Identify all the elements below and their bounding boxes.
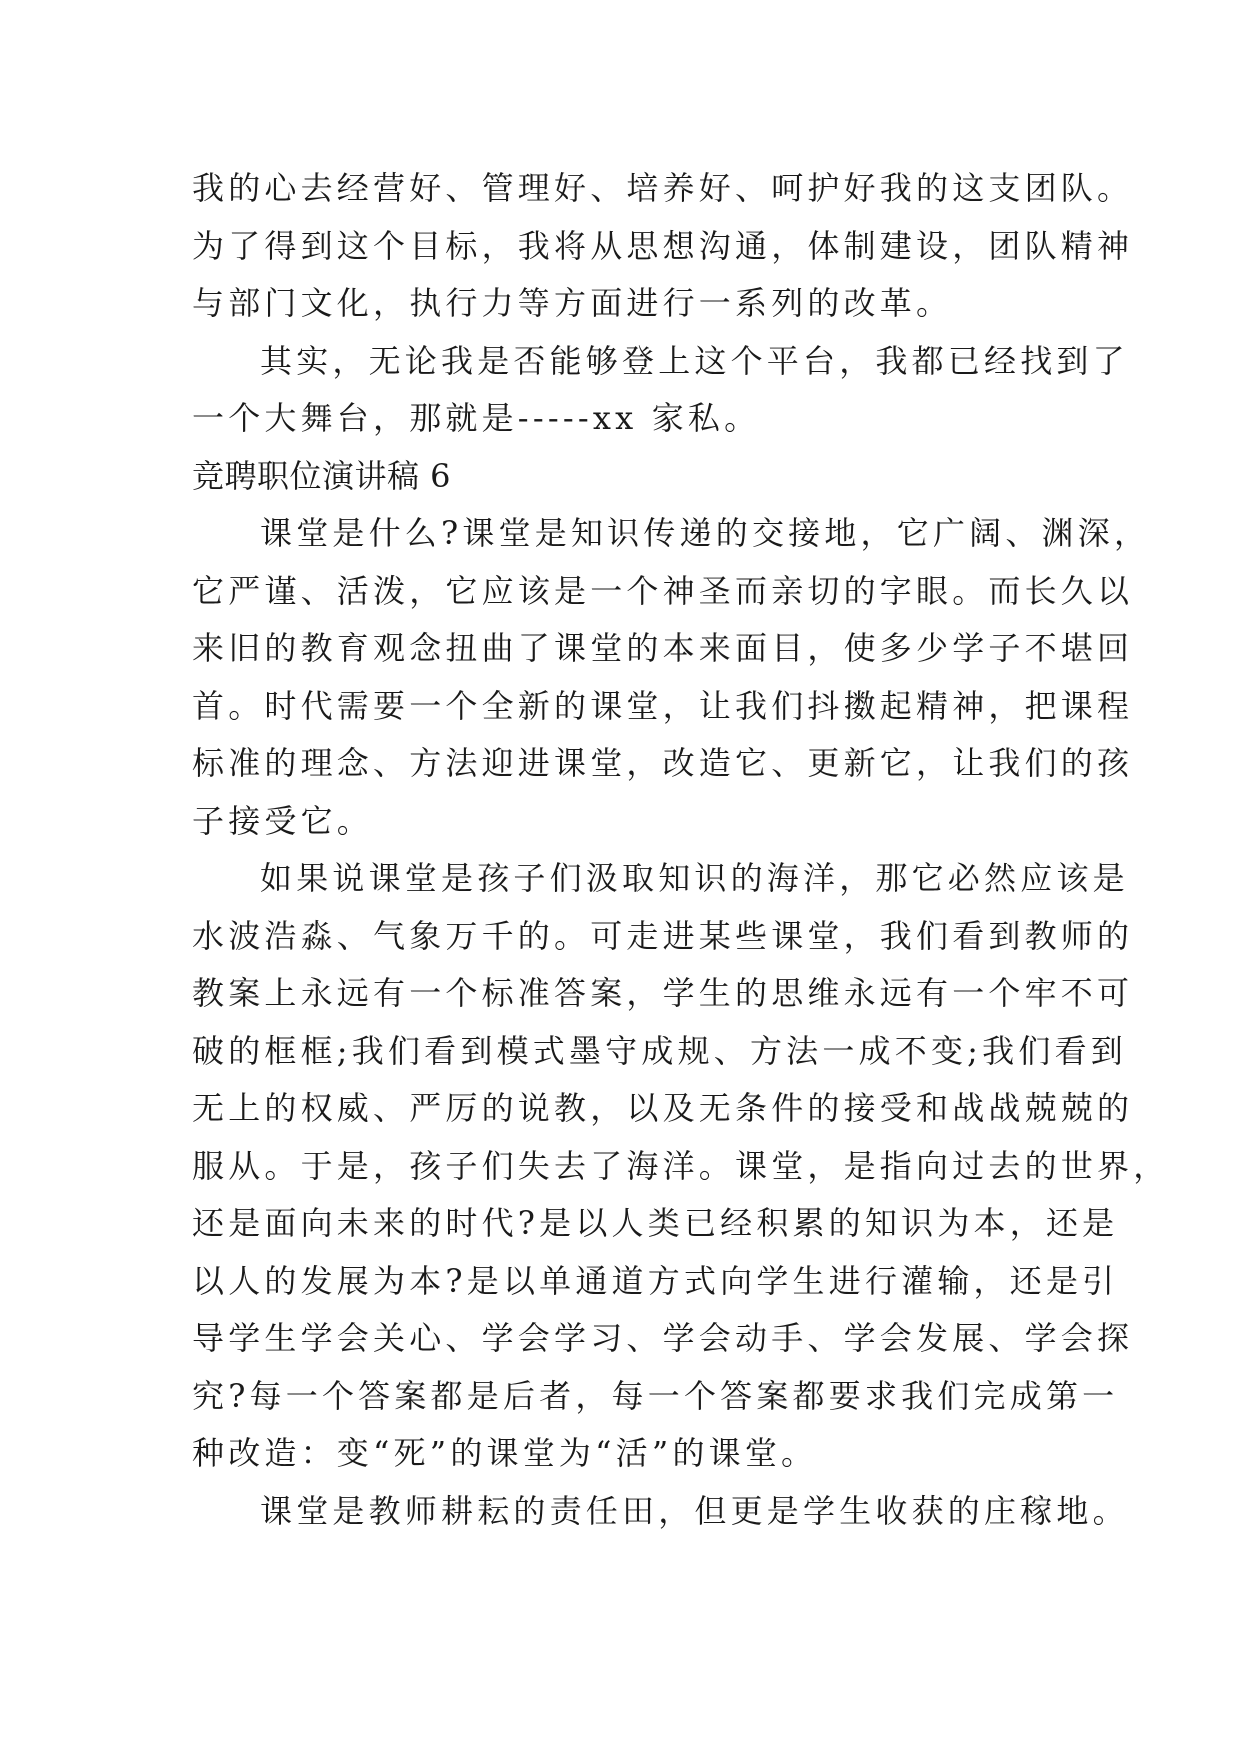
text-line: 以人的发展为本?是以单通道方式向学生进行灌输，还是引 bbox=[192, 1261, 1119, 1300]
text-line: 课堂是什么?课堂是知识传递的交接地，它广阔、渊深， bbox=[260, 514, 1151, 552]
text-line: 为了得到这个目标，我将从思想沟通，体制建设，团队精神 bbox=[192, 226, 1134, 265]
text-line: 课堂是教师耕耘的责任田，但更是学生收获的庄稼地。 bbox=[260, 1491, 1129, 1530]
heading-text: 竞聘职位演讲稿 6 bbox=[192, 456, 452, 495]
text-line: 破的框框;我们看到模式墨守成规、方法一成不变;我们看到 bbox=[192, 1031, 1127, 1070]
text-line: 无上的权威、严厉的说教，以及无条件的接受和战战兢兢的 bbox=[192, 1089, 1134, 1127]
text-line: 标准的理念、方法迎进课堂，改造它、更新它，让我们的孩 bbox=[192, 744, 1134, 782]
section-heading bbox=[192, 448, 1072, 506]
text-line: 教案上永远有一个标准答案，学生的思维永远有一个牢不可 bbox=[192, 974, 1134, 1012]
text-line: 它严谨、活泼，它应该是一个神圣而亲切的字眼。而长久以 bbox=[192, 571, 1134, 610]
text-line: 首。时代需要一个全新的课堂，让我们抖擞起精神，把课程 bbox=[192, 686, 1134, 725]
text-line: 导学生学会关心、学会学习、学会动手、学会发展、学会探 bbox=[192, 1319, 1134, 1357]
text-line: 一个大舞台，那就是-----xx 家私。 bbox=[192, 399, 761, 437]
text-line: 其实，无论我是否能够登上这个平台，我都已经找到了 bbox=[260, 341, 1129, 380]
text-line: 我的心去经营好、管理好、培养好、呵护好我的这支团队。 bbox=[192, 169, 1134, 207]
text-line: 子接受它。 bbox=[192, 801, 374, 840]
text-line: 来旧的教育观念扭曲了课堂的本来面目，使多少学子不堪回 bbox=[192, 629, 1134, 667]
text-line: 服从。于是，孩子们失去了海洋。课堂，是指向过去的世界， bbox=[192, 1146, 1170, 1185]
text-line: 还是面向未来的时代?是以人类已经积累的知识为本，还是 bbox=[192, 1204, 1119, 1242]
text-line: 种改造：变“死”的课堂为“活”的课堂。 bbox=[192, 1434, 818, 1472]
paragraph-ocean-of-knowledge bbox=[192, 850, 1170, 1483]
document-body bbox=[192, 160, 1170, 1540]
paragraph-responsibility-field bbox=[192, 1483, 1129, 1541]
paragraph-what-is-classroom bbox=[192, 505, 1151, 850]
text-line: 究?每一个答案都是后者，每一个答案都要求我们完成第一 bbox=[192, 1376, 1119, 1415]
paragraph-stage bbox=[192, 333, 1129, 448]
text-line: 如果说课堂是孩子们汲取知识的海洋，那它必然应该是 bbox=[260, 859, 1129, 897]
text-line: 与部门文化，执行力等方面进行一系列的改革。 bbox=[192, 284, 953, 322]
paragraph-team-reform bbox=[192, 160, 1134, 333]
text-line: 水波浩淼、气象万千的。可走进某些课堂，我们看到教师的 bbox=[192, 916, 1134, 955]
